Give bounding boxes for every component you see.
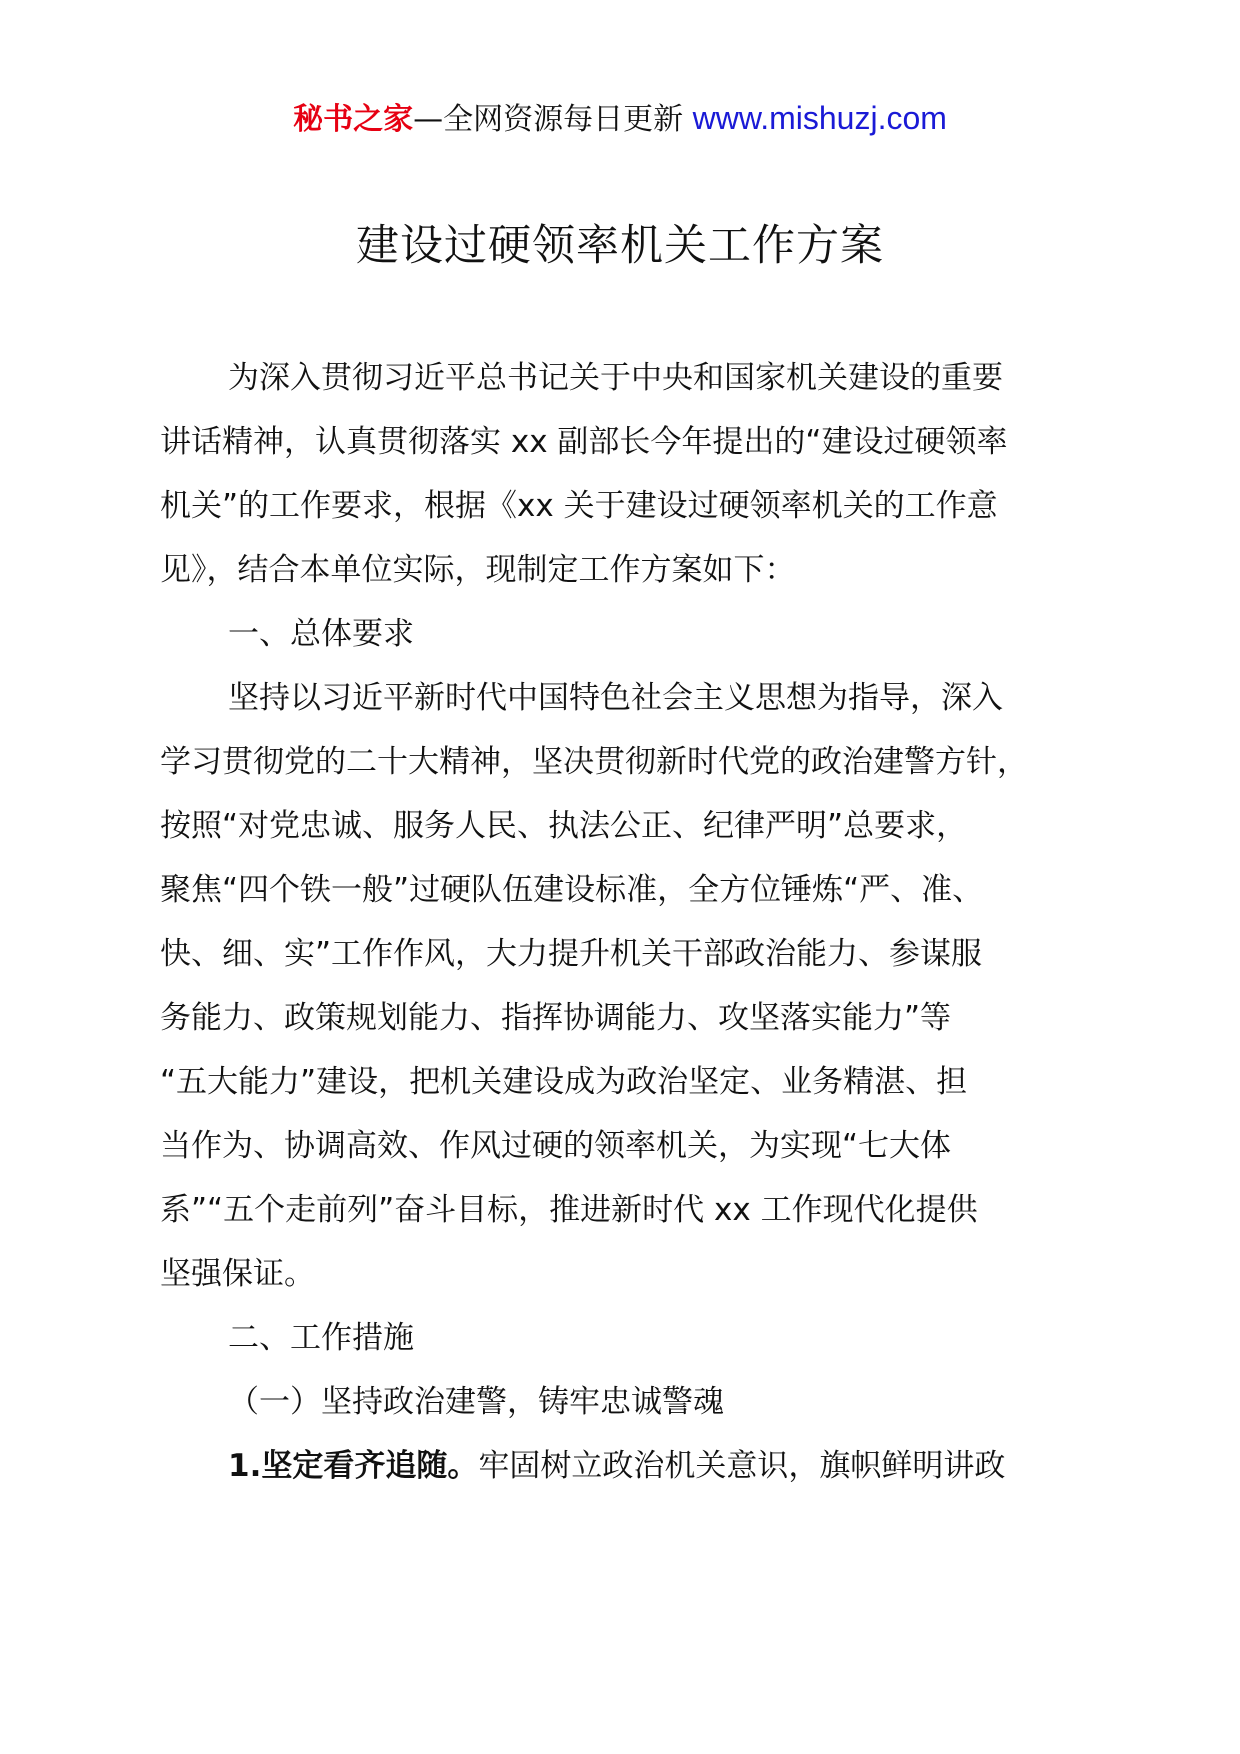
paragraph-line: “五大能力”建设，把机关建设成为政治坚定、业务精湛、担: [160, 1064, 968, 1100]
section-heading-2: 二、工作措施: [228, 1320, 414, 1356]
paragraph-line: 聚焦“四个铁一般”过硬队伍建设标准，全方位锤炼“严、准、: [160, 872, 984, 908]
numbered-item-line: [160, 1434, 1090, 1498]
paragraph-line: 坚强保证。: [160, 1256, 315, 1292]
site-slogan: —全网资源每日更新: [413, 102, 693, 137]
paragraph-line: 为深入贯彻习近平总书记关于中央和国家机关建设的重要: [228, 360, 1003, 396]
paragraph-line: 当作为、协调高效、作风过硬的领率机关，为实现“七大体: [160, 1128, 952, 1164]
document-body: [160, 346, 1090, 1498]
paragraph-line: 务能力、政策规划能力、指挥协调能力、攻坚落实能力”等: [160, 1000, 952, 1036]
document-title: 建设过硬领率机关工作方案: [356, 221, 884, 271]
paragraph-line: 机关”的工作要求，根据《xx 关于建设过硬领率机关的工作意: [160, 488, 998, 524]
paragraph-line: 见》，结合本单位实际，现制定工作方案如下：: [160, 552, 796, 588]
subsection-heading: （一）坚持政治建警，铸牢忠诚警魂: [228, 1384, 724, 1420]
paragraph-line: 学习贯彻党的二十大精神，坚决贯彻新时代党的政治建警方针，: [160, 744, 1028, 780]
paragraph-line: 讲话精神，认真贯彻落实 xx 副部长今年提出的“建设过硬领率: [160, 424, 1008, 460]
paragraph-line: 按照“对党忠诚、服务人民、执法公正、纪律严明”总要求，: [160, 808, 968, 844]
site-header: [0, 98, 1240, 140]
site-url-link[interactable]: www.mishuzj.com: [692, 100, 947, 136]
site-brand: 秘书之家: [293, 102, 414, 137]
paragraph-line: 快、细、实”工作作风，大力提升机关干部政治能力、参谋服: [160, 936, 983, 972]
item-lead: 1.坚定看齐追随。: [228, 1448, 479, 1484]
paragraph-line: 系”“五个走前列”奋斗目标，推进新时代 xx 工作现代化提供: [160, 1192, 978, 1228]
section-heading-1: 一、总体要求: [228, 616, 414, 652]
item-text: 牢固树立政治机关意识，旗帜鲜明讲政: [478, 1448, 1006, 1484]
paragraph-line: 坚持以习近平新时代中国特色社会主义思想为指导，深入: [228, 680, 1003, 716]
